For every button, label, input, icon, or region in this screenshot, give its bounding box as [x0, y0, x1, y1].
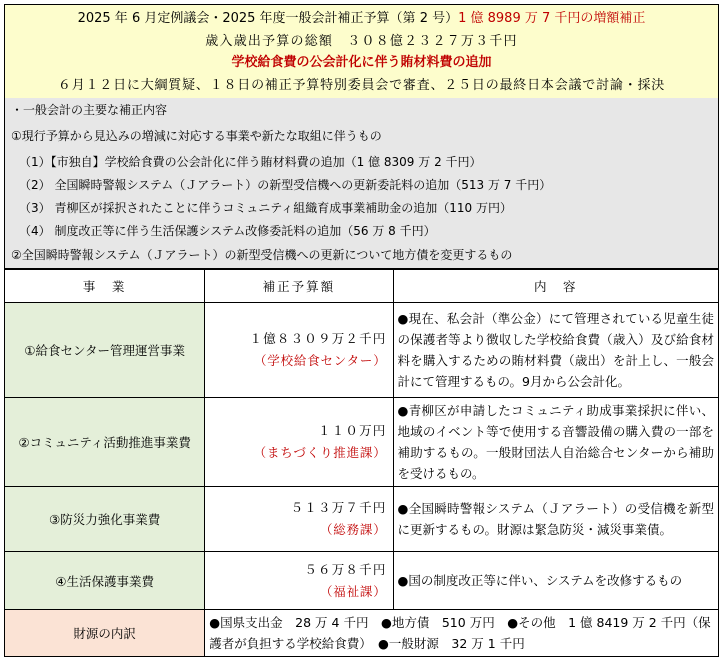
- column-header-content: 内 容: [393, 270, 718, 303]
- project-content: ●青柳区が申請したコミュニティ助成事業採択に伴い、地域のイベント等で使用する音響設備の購入費の一部を補助するもの。一般財団法人自治総合センターから補助を受けるもの。: [393, 398, 718, 487]
- department-name: （福祉課）: [320, 583, 387, 599]
- project-name: ①給食センター管理運営事業: [5, 303, 205, 398]
- header-schedule: ６月１２日に大綱質疑、１８日の補正予算特別委員会で審査、２５日の最終日本会議で討論・採決: [57, 78, 666, 93]
- department-name: （総務課）: [320, 522, 387, 537]
- table-row: [5, 552, 719, 610]
- header-title-highlight: 1 億 8989 万 7 千円の増額補正: [458, 11, 646, 26]
- amount-cell: [205, 552, 393, 610]
- table-row: [5, 303, 719, 398]
- summary-item-1: （1）【市独自】学校給食費の公会計化に伴う賄材料費の追加（1 億 8309 万 2 千円）: [19, 155, 482, 169]
- header-line-title: [5, 10, 718, 28]
- column-header-project: 事 業: [5, 270, 205, 303]
- header-key-topic: 学校給食費の公会計化に伴う賄材料費の追加: [231, 55, 492, 70]
- column-header-amount: 補正予算額: [205, 270, 393, 303]
- project-content: ●全国瞬時警報システム（Ｊアラート）の受信機を新型に更新するもの。財源は緊急防災・減災事業債。: [393, 487, 718, 552]
- project-content: ●現在、私会計（準公金）にて管理されている児童生徒の保護者等より徴収した学校給食費（歳入）及び給食材料を購入するための賄材料費（歳出）を計上し、一般会計にて管理するもの。9月から公会計化。: [393, 303, 718, 398]
- amount-cell: [205, 487, 393, 552]
- summary-box: [4, 98, 719, 269]
- budget-table: [4, 269, 719, 657]
- budget-sheet: [4, 4, 719, 657]
- amount-value: １１０万円: [318, 423, 387, 438]
- funding-row: [5, 610, 719, 657]
- table-row: [5, 398, 719, 487]
- summary-section-2: ②全国瞬時警報システム（Ｊアラート）の新型受信機への更新について地方債を変更するもの: [11, 248, 513, 262]
- summary-title: ・一般会計の主要な補正内容: [11, 103, 168, 117]
- header-total-budget: 歳入歳出予算の総額 ３０８億２３２７万３千円: [205, 34, 518, 49]
- department-name: （まちづくり推進課）: [253, 445, 387, 460]
- project-name: ②コミュニティ活動推進事業費: [5, 398, 205, 487]
- project-content: ●国の制度改正等に伴い、システムを改修するもの: [393, 552, 718, 610]
- project-name: ③防災力強化事業費: [5, 487, 205, 552]
- amount-value: ５６万８千円: [304, 561, 387, 577]
- funding-breakdown: ●国県支出金 28 万 4 千円 ●地方債 510 万円 ●その他 1 億 8419 万 2 千円（保護者が負担する学校給食費） ●一般財源 32 万 1 千円: [205, 610, 719, 657]
- table-row: [5, 487, 719, 552]
- summary-item-4: （4） 制度改正等に伴う生活保護システム改修委託料の追加（56 万 8 千円）: [19, 224, 436, 238]
- summary-item-3: （3） 青柳区が採択されたことに伴うコミュニティ組織育成事業補助金の追加（110 万円）: [19, 201, 512, 215]
- summary-section-1: ①現行予算から見込みの増減に対応する事業や新たな取組に伴うもの: [11, 129, 382, 143]
- summary-item-2: （2） 全国瞬時警報システム（Ｊアラート）の新型受信機への更新委託料の追加（513 万 7 千円）: [19, 178, 552, 192]
- amount-cell: [205, 303, 393, 398]
- header-box: [4, 4, 719, 99]
- project-name: ④生活保護事業費: [5, 552, 205, 610]
- header-title-main: 2025 年 6 月定例議会・2025 年度一般会計補正予算（第 2 号）: [77, 11, 459, 26]
- amount-cell: [205, 398, 393, 487]
- department-name: （学校給食センター）: [254, 353, 387, 368]
- amount-value: ５１３万７千円: [290, 500, 387, 515]
- amount-value: １億８３０９万２千円: [249, 331, 387, 346]
- table-header-row: [5, 270, 719, 303]
- funding-label: 財源の内訳: [5, 610, 205, 657]
